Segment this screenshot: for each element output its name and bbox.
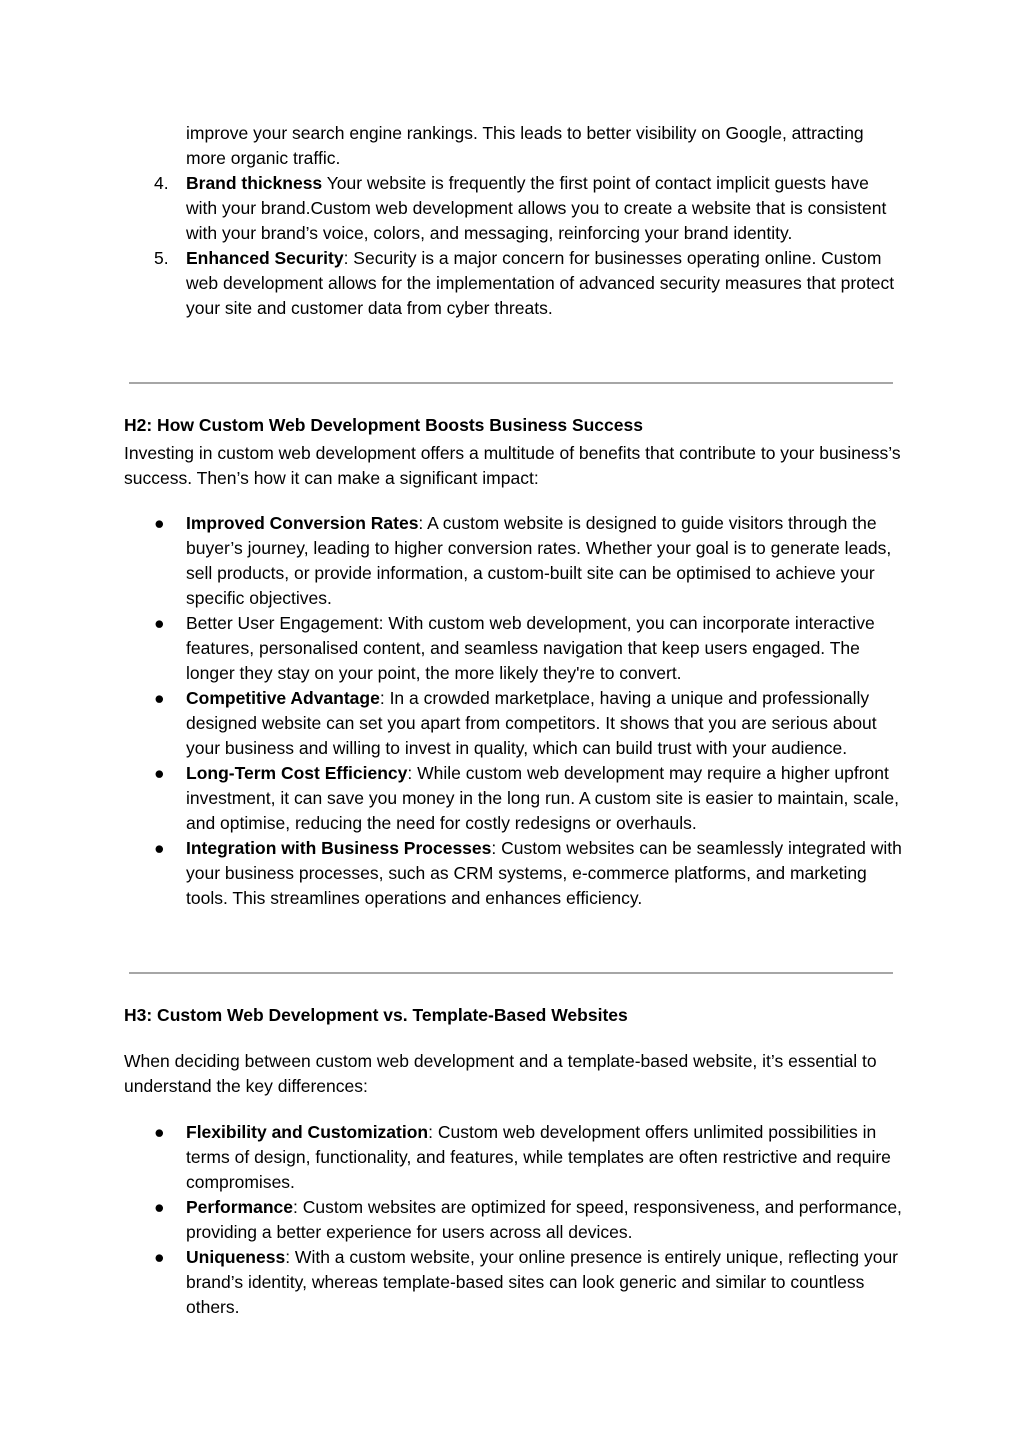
item-text: : Security is a major concern for businesses operating online. Custom web development allows for the implementation of advanced security measures that protect your site and customer data from cyber threats.: [186, 248, 895, 318]
section-h3: [124, 1003, 904, 1320]
horizontal-divider: [129, 972, 893, 974]
item-bold-label: Enhanced Security: [186, 248, 344, 268]
item-bold-label: Uniqueness: [186, 1247, 286, 1267]
numbered-list-item: [124, 171, 904, 246]
horizontal-divider: [129, 382, 893, 384]
bullet-icon: ●: [154, 763, 165, 783]
item-text: Better User Engagement: With custom web development, you can incorporate interactive features, personalised content, and seamless navigation that keep users engaged. The longer they stay on your point, the more likely they're to convert.: [186, 613, 875, 683]
item-text: : While custom web development may require a higher upfront investment, it can save you money in the long run. A custom site is easier to maintain, scale, and optimise, reducing the need for costly redesigns or overhauls.: [186, 763, 899, 833]
item-bold-label: Flexibility and Customization: [186, 1122, 429, 1142]
item-text: : A custom website is designed to guide visitors through the buyer’s journey, leading to higher conversion rates. Whether your goal is to generate leads, sell products, or provide information, a custom-built site can be optimised to achieve your specific objectives.: [186, 513, 892, 608]
item-text: Your website is frequently the first point of contact implicit guests have with your brand.Custom web development allows you to create a website that is consistent with your brand’s voice, colors, and messaging, reinforcing your brand identity.: [186, 173, 887, 243]
bullet-icon: ●: [154, 838, 165, 858]
item-bold-label: Integration with Business Processes: [186, 838, 492, 858]
list-item: [124, 836, 904, 911]
bullet-icon: ●: [154, 613, 165, 633]
bullet-icon: ●: [154, 1197, 165, 1217]
bullet-icon: ●: [154, 688, 165, 708]
list-item: [124, 611, 904, 686]
item-bold-label: Competitive Advantage: [186, 688, 380, 708]
bullet-list: [124, 511, 904, 911]
item-bold-label: Performance: [186, 1197, 293, 1217]
list-item: [124, 686, 904, 761]
list-item: [124, 1120, 904, 1195]
section-heading: H3: Custom Web Development vs. Template-Based Websites: [124, 1005, 628, 1025]
list-item: [124, 761, 904, 836]
item-bold-label: Brand thickness: [186, 173, 323, 193]
list-number: 5.: [154, 248, 169, 268]
item-text: : With a custom website, your online presence is entirely unique, reflecting your brand’s identity, whereas template-based sites can look generic and similar to countless others.: [186, 1247, 899, 1317]
list-item: [124, 1195, 904, 1245]
section-intro: Investing in custom web development offers a multitude of benefits that contribute to your business’s success. Then’s how it can make a significant impact:: [124, 443, 901, 488]
section-intro: When deciding between custom web development and a template-based website, it’s essential to understand the key differences:: [124, 1051, 877, 1096]
section-h2: [124, 413, 904, 911]
bullet-icon: ●: [154, 513, 165, 533]
item-text: : In a crowded marketplace, having a unique and professionally designed website can set you apart from competitors. It shows that you are serious about your business and willing to invest in quality, which can build trust with your audience.: [186, 688, 877, 758]
numbered-list: [124, 121, 904, 321]
list-item: [124, 511, 904, 611]
list-item: [124, 1245, 904, 1320]
bullet-icon: ●: [154, 1247, 165, 1267]
numbered-list-item: [124, 246, 904, 321]
item-bold-label: Improved Conversion Rates: [186, 513, 419, 533]
item-text: : Custom websites can be seamlessly integrated with your business processes, such as CRM systems, e-commerce platforms, and marketing tools. This streamlines operations and enhances efficiency.: [186, 838, 902, 908]
section-heading: H2: How Custom Web Development Boosts Business Success: [124, 415, 643, 435]
list-continuation-text: improve your search engine rankings. This leads to better visibility on Google, attracting more organic traffic.: [186, 123, 864, 168]
item-text: : Custom websites are optimized for speed, responsiveness, and performance, providing a better experience for users across all devices.: [186, 1197, 902, 1242]
bullet-list: [124, 1120, 904, 1320]
item-bold-label: Long-Term Cost Efficiency: [186, 763, 408, 783]
list-number: 4.: [154, 173, 169, 193]
item-text: : Custom web development offers unlimited possibilities in terms of design, functionality, and features, while templates are often restrictive and require compromises.: [186, 1122, 891, 1192]
bullet-icon: ●: [154, 1122, 165, 1142]
